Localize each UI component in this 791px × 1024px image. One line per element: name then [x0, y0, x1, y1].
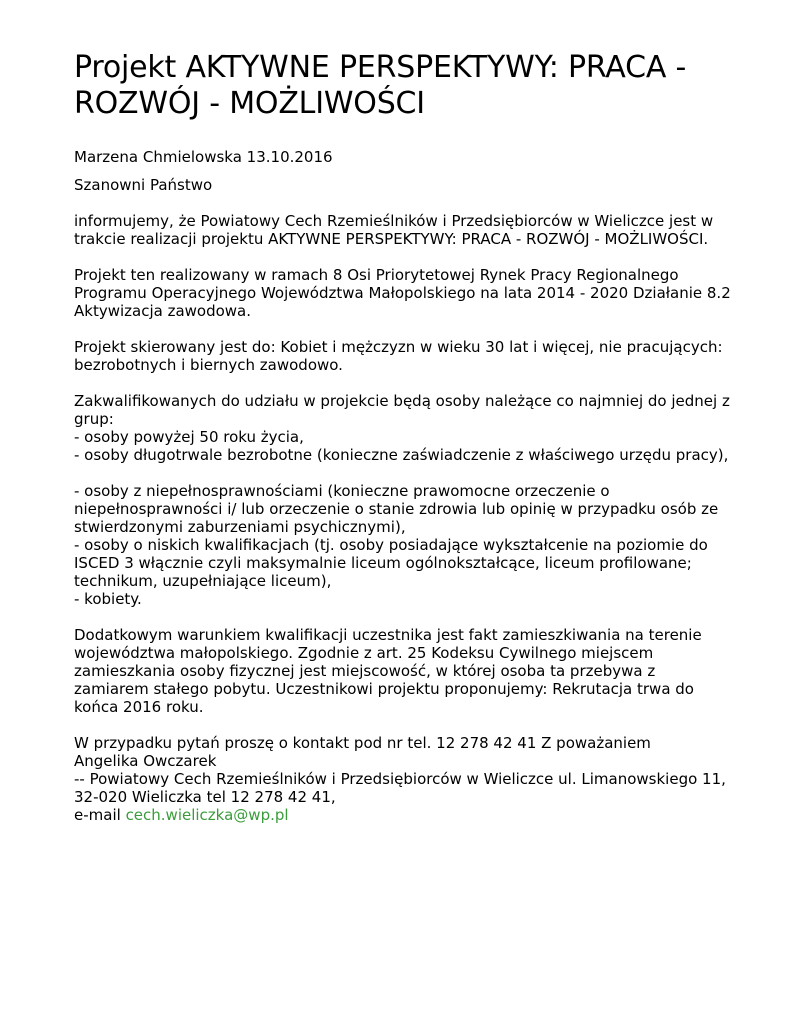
text-line: końca 2016 roku.	[74, 698, 204, 716]
text-line: Programu Operacyjnego Województwa Małopolskiego na lata 2014 - 2020 Działanie 8.2	[74, 284, 731, 302]
text-line: Dodatkowym warunkiem kwalifikacji uczestnika jest fakt zamieszkiwania na terenie	[74, 626, 702, 644]
text-line: -- Powiatowy Cech Rzemieślników i Przedsiębiorców w Wieliczce ul. Limanowskiego 11,	[74, 770, 726, 788]
paragraph-intro	[74, 212, 764, 248]
paragraph-residence	[74, 626, 764, 716]
text-line: ISCED 3 włącznie czyli maksymalnie liceum ogólnokształcące, liceum profilowane;	[74, 554, 692, 572]
paragraph-eligibility	[74, 392, 764, 464]
text-line: Aktywizacja zawodowa.	[74, 302, 252, 320]
text-line: trakcie realizacji projektu AKTYWNE PERSPEKTYWY: PRACA - ROZWÓJ - MOŻLIWOŚCI.	[74, 230, 709, 248]
signature-name: Angelika Owczarek	[74, 752, 217, 770]
text-line: W przypadku pytań proszę o kontakt pod nr tel. 12 278 42 41 Z poważaniem	[74, 734, 651, 752]
list-item: - osoby powyżej 50 roku życia,	[74, 428, 304, 446]
email-line	[74, 806, 764, 824]
email-link[interactable]: cech.wieliczka@wp.pl	[125, 806, 289, 824]
article	[74, 50, 764, 824]
list-item: - osoby o niskich kwalifikacjach (tj. osoby posiadające wykształcenie na poziomie do	[74, 536, 708, 554]
text-line: Projekt ten realizowany w ramach 8 Osi Priorytetowej Rynek Pracy Regionalnego	[74, 266, 679, 284]
paragraph-contact	[74, 734, 764, 824]
email-label: e-mail	[74, 806, 126, 824]
author-date: Marzena Chmielowska 13.10.2016	[74, 148, 333, 166]
text-line: grup:	[74, 410, 114, 428]
text-line: Zakwalifikowanych do udziału w projekcie będą osoby należące co najmniej do jednej z	[74, 392, 730, 410]
list-item: - osoby długotrwale bezrobotne (konieczne zaświadczenie z właściwego urzędu pracy),	[74, 446, 729, 464]
paragraph-target-group	[74, 338, 764, 374]
text-line: informujemy, że Powiatowy Cech Rzemieślników i Przedsiębiorców w Wieliczce jest w	[74, 212, 714, 230]
text-line: technikum, uzupełniające liceum),	[74, 572, 332, 590]
page-title-line: ROZWÓJ - MOŻLIWOŚCI	[74, 86, 425, 121]
list-item: - osoby z niepełnosprawnościami (konieczne prawomocne orzeczenie o	[74, 482, 610, 500]
text-line: niepełnosprawności i/ lub orzeczenie o stanie zdrowia lub opinię w przypadku osób ze	[74, 500, 719, 518]
paragraph-eligibility-more	[74, 482, 764, 608]
text-line: zamiarem stałego pobytu. Uczestnikowi projektu proponujemy: Rekrutacja trwa do	[74, 680, 694, 698]
text-line: bezrobotnych i biernych zawodowo.	[74, 356, 343, 374]
text-line: Projekt skierowany jest do: Kobiet i mężczyzn w wieku 30 lat i więcej, nie pracujących:	[74, 338, 723, 356]
list-item: - kobiety.	[74, 590, 142, 608]
paragraph-program	[74, 266, 764, 320]
text-line: zamieszkania osoby fizycznej jest miejscowość, w której osoba ta przebywa z	[74, 662, 656, 680]
greeting: Szanowni Państwo	[74, 176, 213, 194]
page-title	[74, 50, 764, 122]
page-title-line: Projekt AKTYWNE PERSPEKTYWY: PRACA -	[74, 50, 687, 85]
text-line: 32-020 Wieliczka tel 12 278 42 41,	[74, 788, 336, 806]
text-line: stwierdzonymi zaburzeniami psychicznymi),	[74, 518, 406, 536]
text-line: województwa małopolskiego. Zgodnie z art. 25 Kodeksu Cywilnego miejscem	[74, 644, 654, 662]
article-body	[74, 148, 764, 824]
